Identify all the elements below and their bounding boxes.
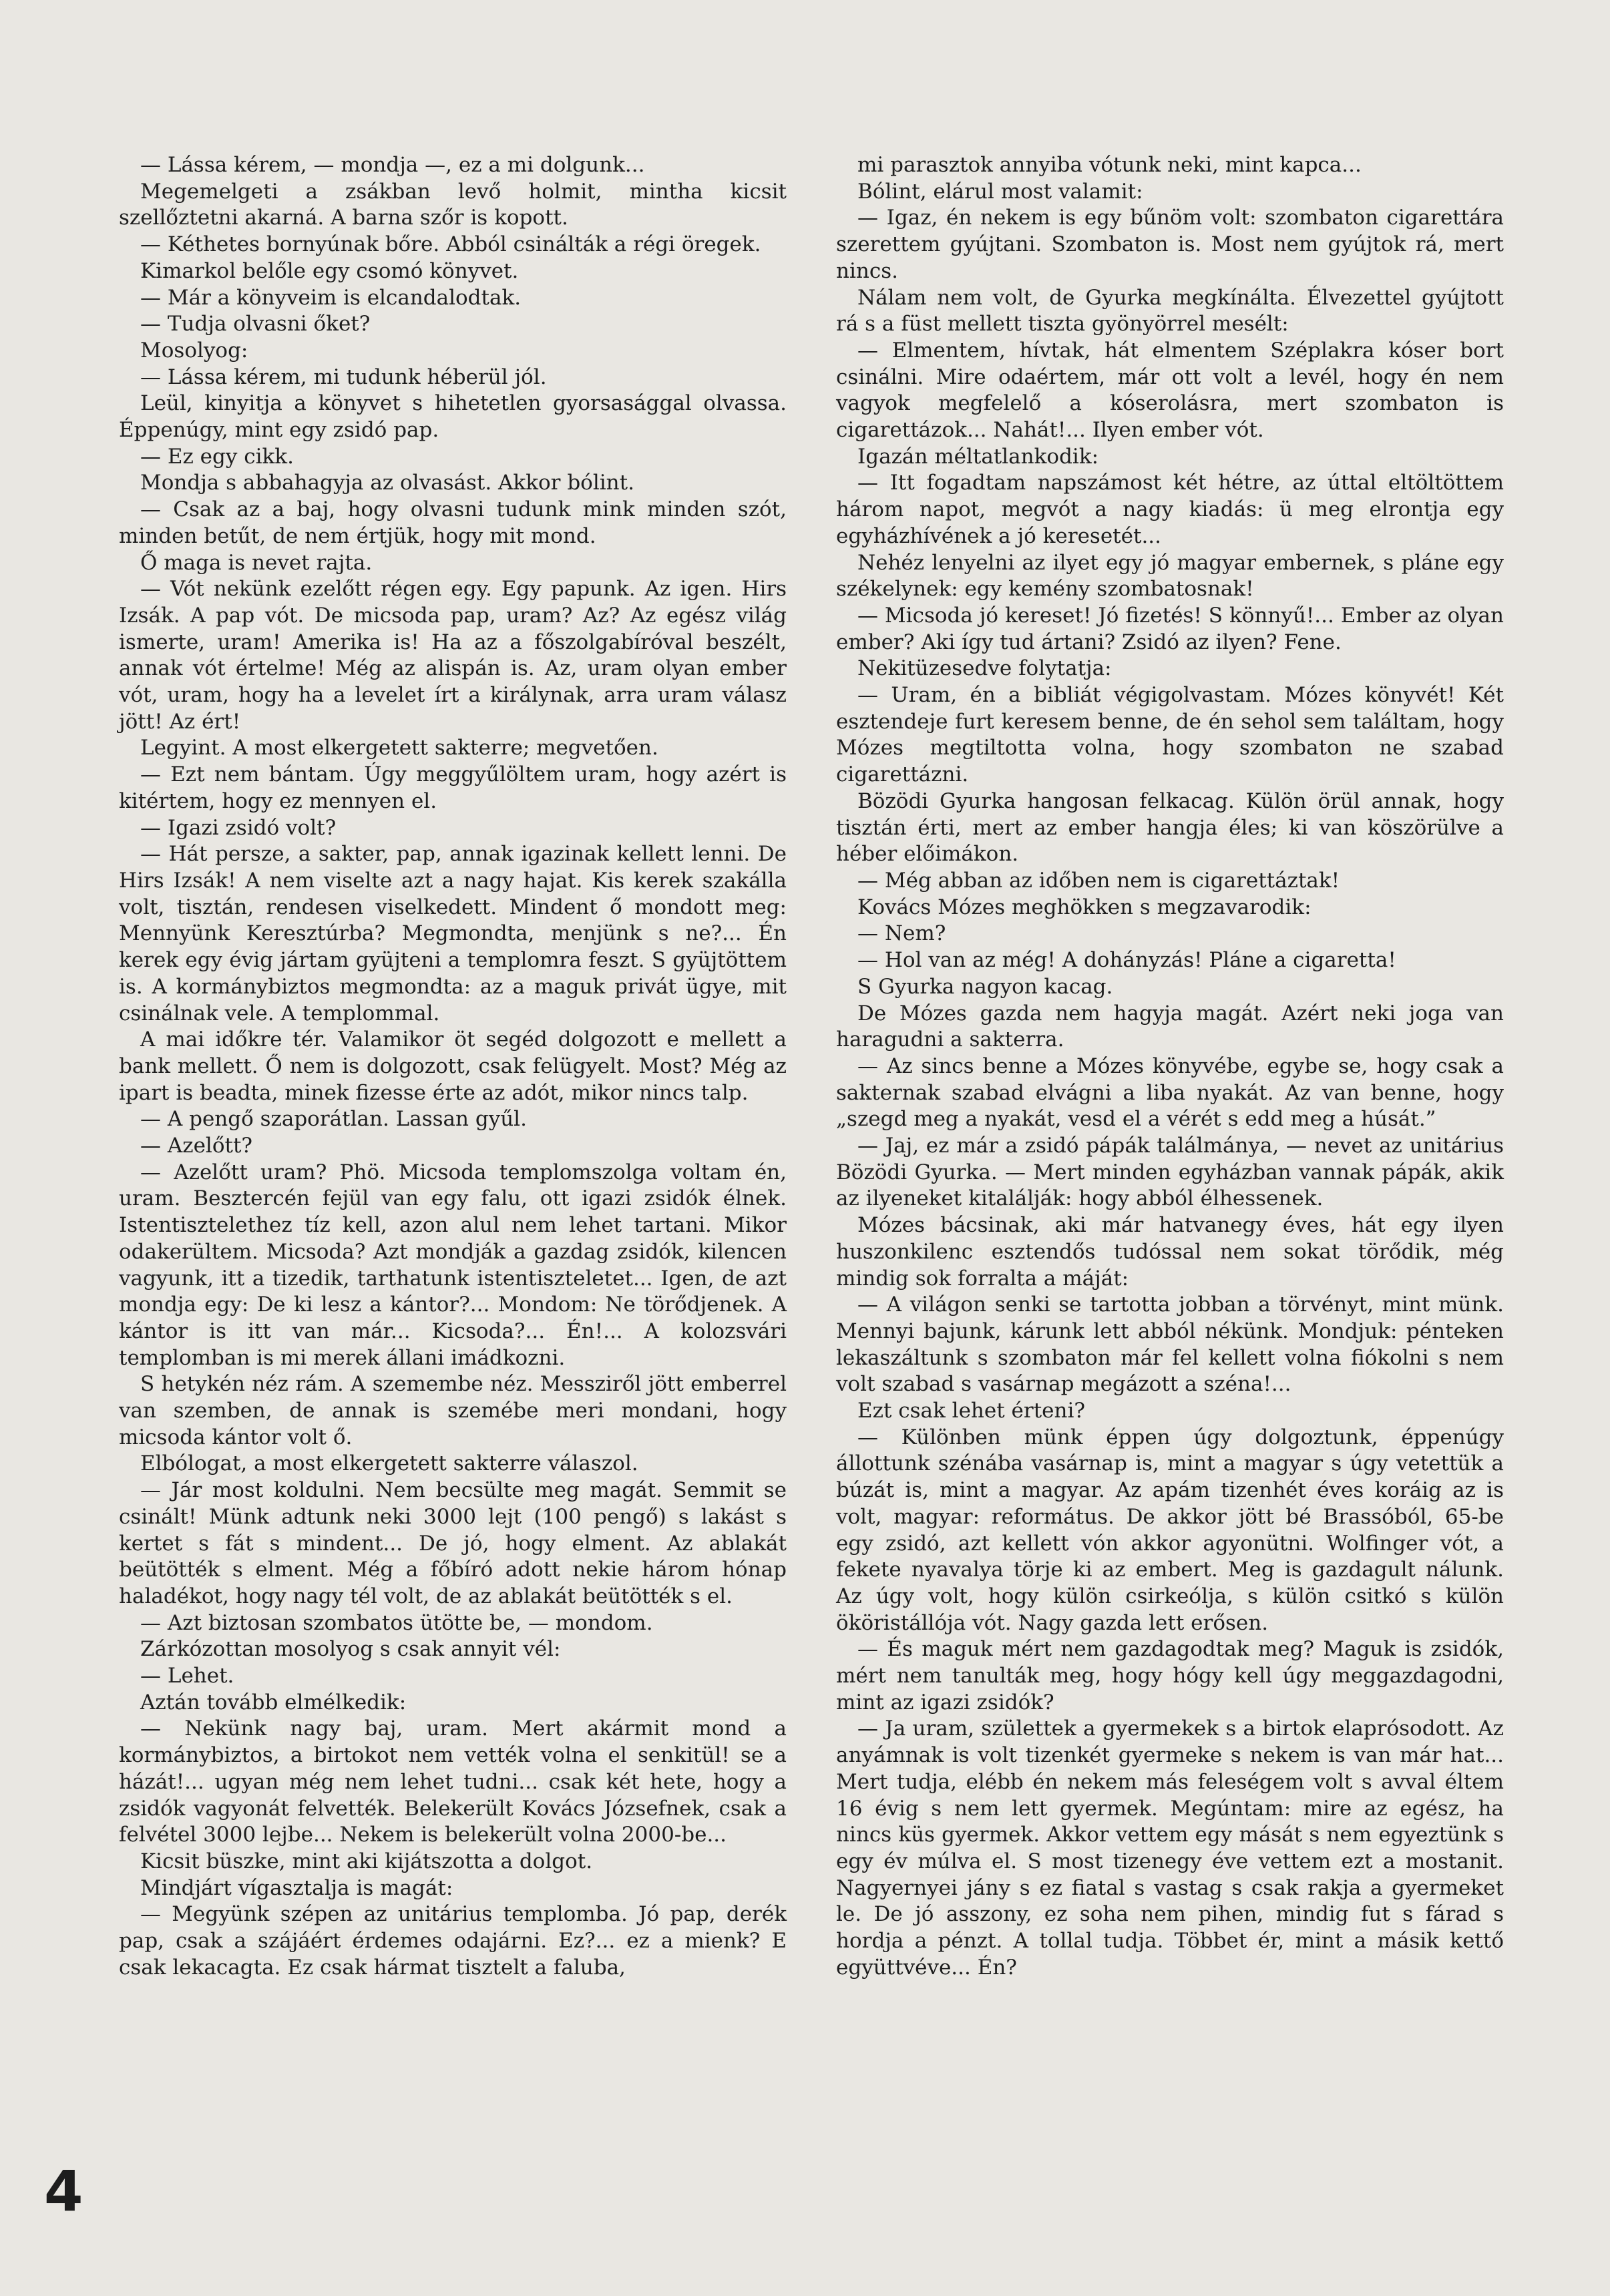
paragraph: — Lássa kérem, — mondja —, ez a mi dolgunk... xyxy=(140,153,645,177)
paragraph: Ezt csak lehet érteni? xyxy=(857,1399,1086,1423)
paragraph: — Tudja olvasni őket? xyxy=(140,312,371,336)
paragraph: — Már a könyveim is elcandalodtak. xyxy=(140,285,522,310)
paragraph: — Uram, én a bibliát végigolvastam. Mózes könyvét! Két esztendeje furt keresem benne, de én sehol sem találtam, hogy Mózes megtiltotta volna, hogy szombaton ne szabad cigarettázni. xyxy=(836,683,1504,787)
paragraph: Bözödi Gyurka hangosan felkacag. Külön örül annak, hogy tisztán érti, mert az ember hangja éles; ki van köszörülve a héber előimákon. xyxy=(836,788,1504,867)
paragraph: — Még abban az időben nem is cigarettáztak! xyxy=(857,868,1340,893)
paragraph: — Elmentem, hívtak, hát elmentem Széplakra kóser bort csinálni. Mire odaértem, már ott volt a levél, hogy én nem vagyok megfelelő a kóserolásra, mert szombaton is cigarettázok... Nahát!... Ilyen ember vót. xyxy=(836,338,1504,443)
paragraph: — Igaz, én nekem is egy bűnöm volt: szombaton cigarettára szerettem gyújtani. Szombaton is. Most nem gyújtok rá, mert nincs. xyxy=(836,206,1504,283)
right-text-column xyxy=(836,152,1504,1982)
paragraph: Bólint, elárul most valamit: xyxy=(857,179,1143,204)
paragraph: Legyint. A most elkergetett sakterre; megvetően. xyxy=(140,736,658,760)
paragraph: De Mózes gazda nem hagyja magát. Azért neki joga van haragudni a sakterra. xyxy=(836,1001,1504,1052)
paragraph: — Csak az a baj, hogy olvasni tudunk mink minden szót, minden betűt, de nem értjük, hogy mit mond. xyxy=(119,497,787,548)
paragraph: S Gyurka nagyon kacag. xyxy=(857,974,1113,999)
paragraph: Ő maga is nevet rajta. xyxy=(140,550,373,575)
paragraph: Aztán tovább elmélkedik: xyxy=(140,1690,407,1714)
paragraph: Elbólogat, a most elkergetett sakterre válaszol. xyxy=(140,1451,638,1476)
paragraph: — Hol van az még! A dohányzás! Pláne a cigaretta! xyxy=(857,948,1396,973)
paragraph: Nehéz lenyelni az ilyet egy jó magyar embernek, s pláne egy székelynek: egy kemény szombatosnak! xyxy=(836,550,1504,602)
paragraph: Mindjárt vígasztalja is magát: xyxy=(140,1875,453,1900)
paragraph: — A pengő szaporátlan. Lassan gyűl. xyxy=(140,1107,527,1132)
paragraph: — Az sincs benne a Mózes könyvébe, egybe se, hogy csak a sakternak szabad elvágni a liba nyakát. Az van benne, hogy „szegd meg a nyakát, vesd el a vérét s edd meg a húsát.” xyxy=(836,1054,1504,1132)
paragraph: Mosolyog: xyxy=(140,338,248,363)
paragraph: — Nekünk nagy baj, uram. Mert akármit mond a kormánybiztos, a birtokot nem vették volna el senkitül! se a házát!... ugyan még nem lehet tudni... csak két hete, hogy a zsidók vagyonát felvették. Belekerült Kovács Józsefnek, csak a felvétel 3000 lejbe... Nekem is belekerült volna 2000-be... xyxy=(119,1716,787,1847)
paragraph: — Micsoda jó kereset! Jó fizetés! S könnyű!... Ember az olyan ember? Aki így tud ártani? Zsidó az ilyen? Fene. xyxy=(836,603,1504,654)
left-text-column xyxy=(119,152,787,1982)
paragraph: — Azt biztosan szombatos ütötte be, — mondom. xyxy=(140,1610,653,1635)
paragraph: — Igazi zsidó volt? xyxy=(140,815,337,840)
paragraph: — A világon senki se tartotta jobban a törvényt, mint münk. Mennyi bajunk, kárunk lett abból nékünk. Mondjuk: pénteken lekaszáltunk s szombaton már fel kellett volna fiókolni s nem volt szabad s vasárnap megázott a széna!... xyxy=(836,1293,1504,1397)
paragraph: Nekitüzesedve folytatja: xyxy=(857,656,1112,681)
paragraph: — Nem? xyxy=(857,921,946,946)
paragraph: — Lássa kérem, mi tudunk héberül jól. xyxy=(140,365,547,389)
paragraph: — És maguk mért nem gazdagodtak meg? Maguk is zsidók, mért nem tanulták meg, hogy hógy kell úgy meggazdagodni, mint az igazi zsidók? xyxy=(836,1637,1504,1714)
paragraph: — Azelőtt uram? Phö. Micsoda templomszolga voltam én, uram. Besztercén fejül van egy falu, ott igazi zsidók élnek. Istentisztelethez tíz kell, azon alul nem lehet tartani. Mikor odakerültem. Micsoda? Azt mondják a gazdag zsidók, kilencen vagyunk, itt a tizedik, tarthatunk istentiszteletet... Igen, de azt mondja egy: De ki lesz a kántor?... Mondom: Ne törődjenek. A kántor is itt van már... Kicsoda?... Én!... A kolozsvári templomban is mi merek állani imádkozni. xyxy=(119,1160,787,1370)
paragraph: Igazán méltatlankodik: xyxy=(857,444,1099,469)
paragraph: Kimarkol belőle egy csomó könyvet. xyxy=(140,258,519,283)
paragraph: — Ja uram, születtek a gyermekek s a birtok elaprósodott. Az anyámnak is volt tizenkét gyermeke s nekem is van már hat... Mert tudja, elébb én nekem más feleségem volt s avval éltem 16 évig s nem lett gyermek. Megúntam: mire az egész, ha nincs küs gyermek. Akkor vettem egy mását s nem egyeztünk s egy év múlva el. S most tizenegy éve vettem ezt a mostanit. Nagyernyei jány s ez fiatal s vastag s csak rakja a gyermeket le. De jó asszony, ez soha nem pihen, mindig fut s fárad s hordja a pénzt. A tollal tudja. Többet ér, mint a másik kettő együttvéve... Én? xyxy=(836,1716,1504,1980)
paragraph: S hetykén néz rám. A szemembe néz. Messziről jött emberrel van szemben, de annak is szemébe meri mondani, hogy micsoda kántor volt ő. xyxy=(119,1372,787,1449)
paragraph: Kicsit büszke, mint aki kijátszotta a dolgot. xyxy=(140,1849,593,1873)
page-number: 4 xyxy=(44,2158,83,2224)
paragraph: Nálam nem volt, de Gyurka megkínálta. Élvezettel gyújtott rá s a füst mellett tiszta gyönyörrel mesélt: xyxy=(836,285,1504,336)
paragraph: — Ez egy cikk. xyxy=(140,444,294,469)
paragraph: — Jár most koldulni. Nem becsülte meg magát. Semmit se csinált! Münk adtunk neki 3000 lejt (100 pengő) s lakást s kertet s fát s mindent... De jó, hogy elment. Az ablakát beütötték s elment. Még a főbíró adott nekie három hónap haladékot, hogy nagy tél volt, de az ablakát beütötték s el. xyxy=(119,1478,787,1608)
paragraph: Megemelgeti a zsákban levő holmit, mintha kicsit szellőztetni akarná. A barna szőr is kopott. xyxy=(119,179,787,230)
paragraph: Mózes bácsinak, aki már hatvanegy éves, hát egy ilyen huszonkilenc esztendős tudóssal nem sokat törődik, még mindig sok forralta a máját: xyxy=(836,1213,1504,1291)
paragraph: Mondja s abbahagyja az olvasást. Akkor bólint. xyxy=(140,471,634,495)
paragraph: — Különben münk éppen úgy dolgoztunk, éppenúgy állottunk szénába vasárnap is, mint a magyar s úgy vetettük a búzát is, mint a magyar. Az apám tizenhét éves koráig az is volt, magyar: református. De akkor jött bé Brassóból, 65-be egy zsidó, azt kellett vón akkor agyonütni. Wolfinger vót, a fekete nyavalya törje ki az embert. Meg is gazdagult nálunk. Az úgy volt, hogy külön csirkeólja, s külön csitkó s külön ököristállója vót. Nagy gazda lett erősen. xyxy=(836,1425,1504,1635)
paragraph: — Lehet. xyxy=(140,1664,234,1688)
paragraph: — Vót nekünk ezelőtt régen egy. Egy papunk. Az igen. Hirs Izsák. A pap vót. De micsoda pap, uram? Az? Az egész világ ismerte, uram! Amerika is! Ha az a főszolgabíróval beszélt, annak vót értelme! Még az alispán is. Az, uram olyan ember vót, uram, hogy ha a levelet írt a királynak, arra uram válasz jött! Az ért! xyxy=(119,577,787,734)
paragraph: — Kéthetes bornyúnak bőre. Abból csinálták a régi öregek. xyxy=(140,232,761,257)
paragraph: mi parasztok annyiba vótunk neki, mint kapca... xyxy=(857,153,1362,177)
paragraph: — Ezt nem bántam. Úgy meggyűlöltem uram, hogy azért is kitértem, hogy ez mennyen el. xyxy=(119,762,787,813)
paragraph: — Azelőtt? xyxy=(140,1134,253,1158)
paragraph: — Megyünk szépen az unitárius templomba. Jó pap, derék pap, csak a szájáért érdemes odajárni. Ez?... ez a mienk? E csak lekacagta. Ez csak hármat tisztelt a faluba, xyxy=(119,1902,787,1980)
paragraph: — Hát persze, a sakter, pap, annak igazinak kellett lenni. De Hirs Izsák! A nem viselte azt a nagy hajat. Kis kerek szakálla volt, tisztán, rendesen viselkedett. Mindent ő mondott meg: Mennyünk Keresztúrba? Megmondta, menjünk s ne?... Én kerek egy évig jártam gyüjteni a templomra feszt. S gyüjtöttem is. A kormánybiztos megmondta: az a maguk privát ügye, mit csinálnak vele. A templommal. xyxy=(119,842,787,1025)
paragraph: Leül, kinyitja a könyvet s hihetetlen gyorsasággal olvassa. Éppenúgy, mint egy zsidó pap. xyxy=(119,391,787,443)
paragraph: — Itt fogadtam napszámost két hétre, az úttal eltöltöttem három napot, megvót a nagy kiadás: ü meg elrontja egy egyházhívének a jó keresetét... xyxy=(836,471,1504,548)
paragraph: Zárkózottan mosolyog s csak annyit vél: xyxy=(140,1637,561,1662)
paragraph: A mai időkre tér. Valamikor öt segéd dolgozott e mellett a bank mellett. Ő nem is dolgozott, csak felügyelt. Most? Még az ipart is beadta, minek fizesse érte az adót, mikor nincs talp. xyxy=(119,1027,787,1105)
paragraph: — Jaj, ez már a zsidó pápák találmánya, — nevet az unitárius Bözödi Gyurka. — Mert minden egyházban vannak pápák, akik az ilyeneket kitalálják: hogy abból élhessenek. xyxy=(836,1134,1504,1211)
paragraph: Kovács Mózes meghökken s megzavarodik: xyxy=(857,895,1312,919)
